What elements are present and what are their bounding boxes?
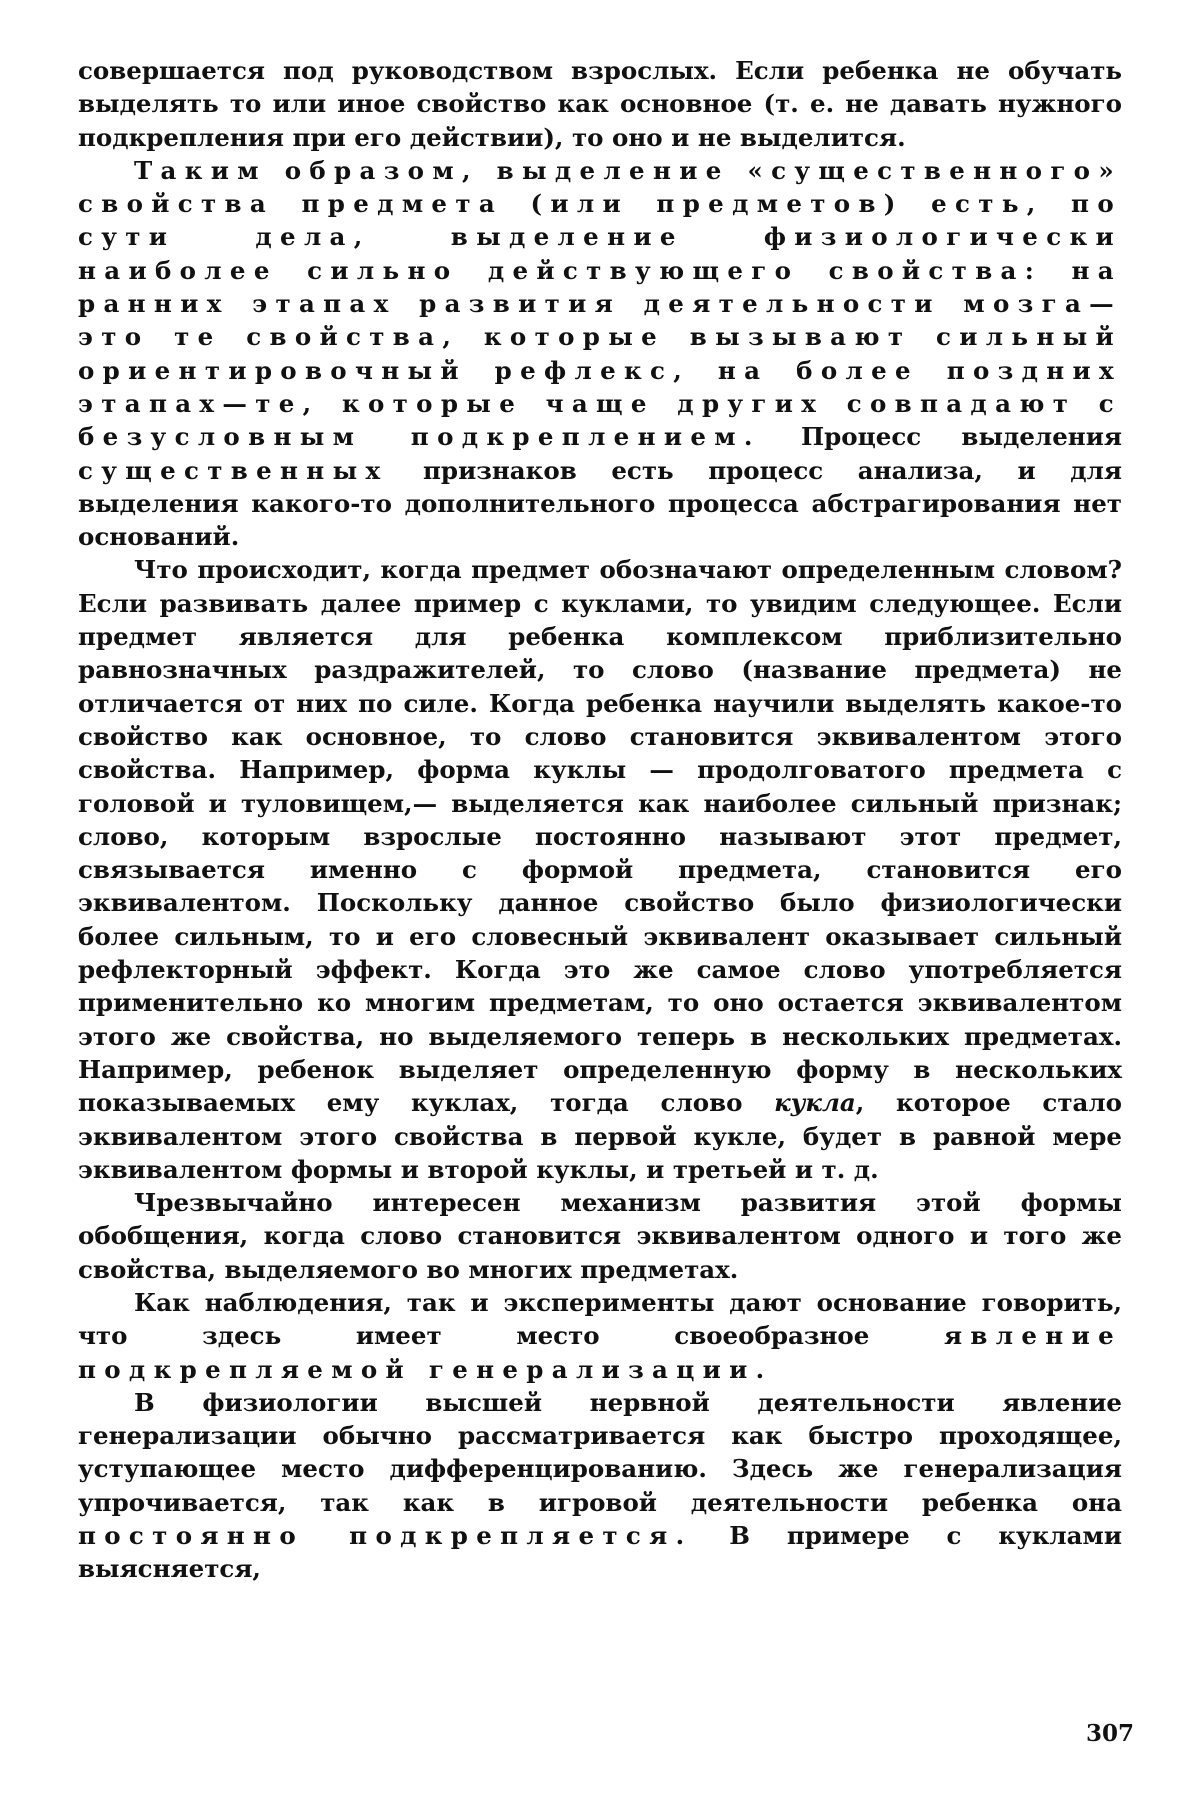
paragraph-2	[78, 154, 1122, 554]
paragraph-4-text: Чрезвычайно интересен механизм развития этой формы обобщения, когда слово становится эквивалентом одного и того же свойства, выделяемого во многих предметах.	[78, 1188, 1122, 1284]
paragraph-2-spaced-1: Таким образом, выделение «существенного» свойства предмета (или предметов) есть, по сути дела, выделение физиологически наиболее сильно действующего свойства: на ранних этапах развития деятельности мозга—это те свойства, которые вызывают сильный ориентировочный рефлекс, на более поздних этапах—те, которые чаще других совпадают с безусловным подкреплением.	[78, 155, 1122, 452]
paragraph-3-text-2: , которое стало эквивалентом этого свойства в первой кукле, будет в равной мере эквивалентом формы и второй куклы, и третьей и т. д.	[78, 1088, 1122, 1184]
paragraph-5-text-1: Как наблюдения, так и эксперименты дают основание говорить, что здесь имеет место своеобразное	[78, 1287, 1122, 1351]
paragraph-3-text-1: Что происходит, когда предмет обозначают определенным словом? Если развивать далее пример с куклами, то увидим следующее. Если предмет является для ребенка комплексом приблизительно равнозначных раздражителей, то слово (название предмета) не отличается от них по силе. Когда ребенка научили выделять какое-то свойство как основное, то слово становится эквивалентом этого свойства. Например, форма куклы — продолговатого предмета с головой и туловищем,— выделяется как наиболее сильный признак; слово, которым взрослые постоянно называют этот предмет, связывается именно с формой предмета, становится его эквивалентом. Поскольку данное свойство было физиологически более сильным, то и его словесный эквивалент оказывает сильный рефлекторный эффект. Когда это же самое слово употребляется применительно ко многим предметам, то оно остается эквивалентом этого же свойства, но выделяемого теперь в нескольких предметах. Например, ребенок выделяет определенную форму в нескольких показываемых ему куклах, тогда слово	[78, 555, 1122, 1118]
paragraph-6-text-2: В примере с куклами выясняется,	[78, 1521, 1122, 1584]
paragraph-4	[78, 1186, 1122, 1286]
page-body	[78, 54, 1122, 1586]
paragraph-5-spaced: явление подкрепляемой генерализации.	[78, 1321, 1122, 1384]
page-number: 307	[1086, 1720, 1135, 1747]
paragraph-1-text: совершается под руководством взрослых. Если ребенка не обучать выделять то или иное свойство как основное (т. е. не давать нужного подкрепления при его действии), то оно и не выделится.	[78, 56, 1122, 152]
paragraph-6-text-1: В физиологии высшей нервной деятельности явление генерализации обычно рассматривается как быстро проходящее, уступающее место дифференцированию. Здесь же генерализация упрочивается, так как в игровой деятельности ребенка она	[78, 1387, 1122, 1517]
paragraph-3-italic: кукла	[774, 1088, 856, 1118]
paragraph-6	[78, 1386, 1122, 1586]
paragraph-3	[78, 553, 1122, 1186]
paragraph-2-text-1: Процесс выделения	[760, 422, 1122, 452]
paragraph-6-spaced: постоянно подкрепляется.	[78, 1521, 693, 1551]
paragraph-5	[78, 1286, 1122, 1386]
paragraph-1	[78, 54, 1122, 154]
paragraph-2-text-2: признаков есть процесс анализа, и для выделения какого-то дополнительного процесса абстрагирования нет оснований.	[78, 455, 1122, 552]
paragraph-2-spaced-2: существенных	[78, 455, 389, 485]
